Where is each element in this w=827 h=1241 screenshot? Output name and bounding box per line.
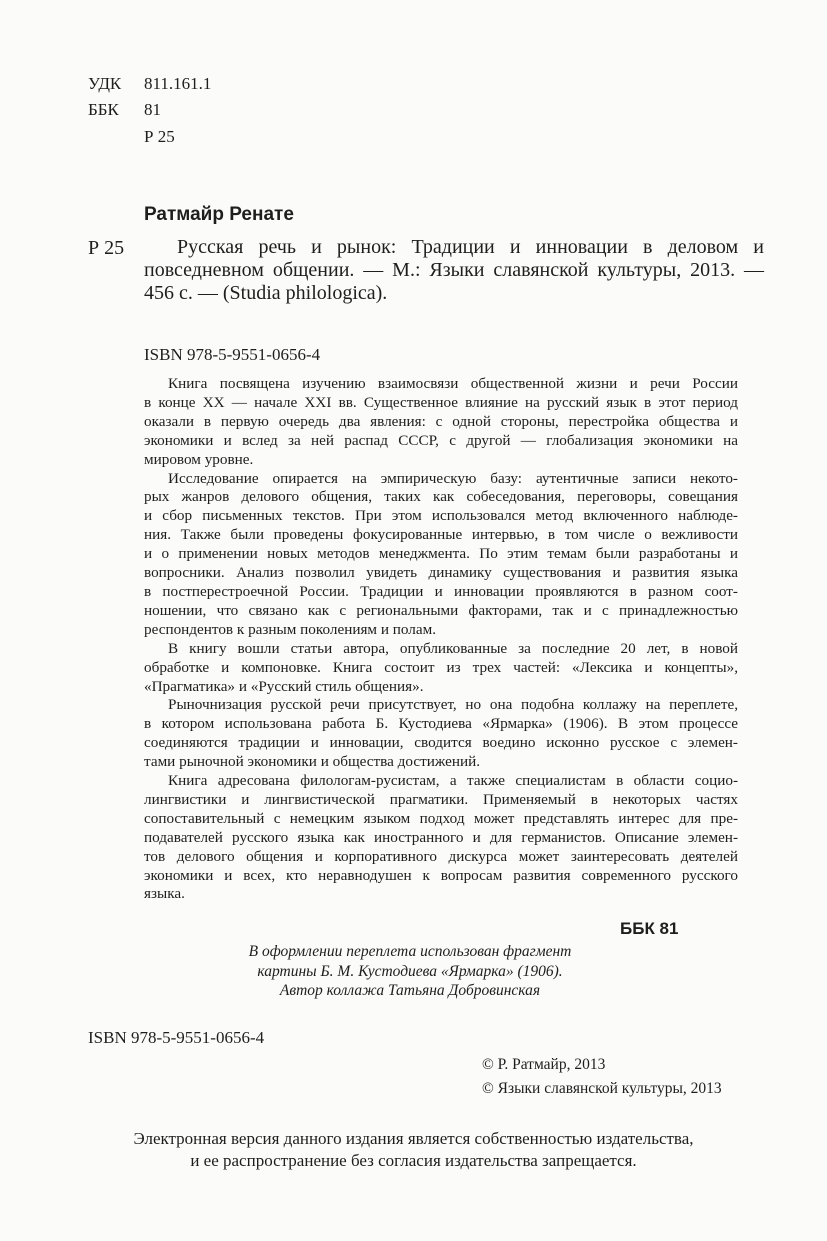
- cover-note-line: В оформлении переплета использован фрагмент: [248, 943, 572, 960]
- annotation-line: тов делового общения и корпоративного дискурса может заинтересовать деятелей: [144, 847, 738, 865]
- annotation-line: подавателей русского языка как иностранного и для германистов. Описание элемен-: [144, 828, 738, 846]
- annotation-line: ния. Также были проведены фокусированные интервью, в том числе о вежливости: [144, 526, 738, 544]
- notice-line: Электронная версия данного издания является собственностью издательства,: [133, 1129, 694, 1148]
- author-heading: Ратмайр Ренате: [144, 204, 294, 225]
- annotation-line: оказали в первую очередь два явления: с одной стороны, перестройка общества и: [144, 412, 738, 430]
- electronic-version-notice: [60, 1128, 767, 1172]
- annotation-line: Исследование опирается на эмпирическую базу: аутентичные записи некото-: [168, 469, 738, 487]
- annotation: [144, 375, 738, 904]
- annotation-line: экономики и всех, кто неравнодушен к вопросам развития современного русского: [144, 866, 738, 884]
- annotation-line: и сбор письменных текстов. При этом использовался метод включенного наблюде-: [144, 507, 738, 525]
- cover-note: [180, 942, 640, 1001]
- annotation-line: вопросники. Анализ позволил увидеть динамику существования и развития языка: [144, 564, 738, 582]
- annotation-line: в постперестроечной России. Традиции и инновации проявляются в разном соот-: [144, 582, 738, 600]
- annotation-line: экономики и вслед за ней распад СССР, с другой — глобализация экономики на: [144, 431, 738, 449]
- udk-value: 811.161.1: [144, 74, 212, 93]
- bbk-value: 81: [144, 100, 161, 119]
- isbn-bottom: ISBN 978-5-9551-0656-4: [88, 1028, 265, 1047]
- annotation-line: рых жанров делового общения, таких как собеседования, переговоры, совещания: [144, 488, 738, 506]
- bibliographic-description: [144, 236, 764, 305]
- annotation-line: тами рыночной экономики и общества достижений.: [144, 753, 481, 771]
- isbn-top: ISBN 978-5-9551-0656-4: [144, 345, 321, 364]
- biblio-line: Русская речь и рынок: Традиции и инновации в деловом и: [177, 236, 764, 258]
- biblio-line: повседневном общении. — М.: Языки славянской культуры, 2013. —: [144, 259, 764, 281]
- annotation-line: В книгу вошли статьи автора, опубликованные за последние 20 лет, в новой: [168, 639, 738, 657]
- annotation-line: сопоставительный с немецким языком подход может представлять интерес для пре-: [144, 809, 738, 827]
- annotation-line: в котором использована работа Б. Кустодиева «Ярмарка» (1906). В этом процессе: [144, 715, 738, 733]
- annotation-line: респондентов к разным поколениям и полам.: [144, 620, 437, 638]
- annotation-line: Книга посвящена изучению взаимосвязи общественной жизни и речи России: [168, 375, 738, 392]
- annotation-line: Книга адресована филологам-русистам, а также специалистам в области социо-: [168, 772, 738, 790]
- annotation-line: ношении, что связано как с региональными факторами, так и с принадлежностью: [144, 601, 738, 619]
- udk-label: УДК: [88, 74, 122, 93]
- annotation-line: Рыночнизация русской речи присутствует, но она подобна коллажу на переплете,: [168, 696, 738, 714]
- cover-note-line: Автор коллажа Татьяна Добровинская: [279, 982, 541, 999]
- annotation-line: и о применении новых методов менеджмента. По этим темам были разработаны и: [144, 545, 738, 563]
- annotation-line: в конце XX — начале XXI вв. Существенное влияние на русский язык в этот период: [144, 393, 738, 411]
- author-mark: Р 25: [144, 127, 175, 146]
- copyright-publisher: © Языки славянской культуры, 2013: [482, 1080, 722, 1097]
- biblio-line: 456 с. — (Studia philologica).: [144, 282, 388, 304]
- copyright-author: © Р. Ратмайр, 2013: [482, 1056, 606, 1073]
- bbk-bottom: ББК 81: [620, 919, 679, 938]
- annotation-line: соединяются традиции и инновации, сводится воедино исконно русское с элемен-: [144, 734, 738, 752]
- annotation-line: лингвистики и лингвистической прагматики. Применяемый в некоторых частях: [144, 790, 738, 808]
- annotation-line: мировом уровне.: [144, 450, 254, 468]
- annotation-line: обработке и компоновке. Книга состоит из трех частей: «Лексика и концепты»,: [144, 658, 738, 676]
- annotation-line: языка.: [144, 885, 185, 903]
- entry-code: Р 25: [88, 237, 125, 259]
- notice-line: и ее распространение без согласия издательства запрещается.: [190, 1151, 637, 1170]
- bbk-label: ББК: [88, 100, 119, 119]
- annotation-line: «Прагматика» и «Русский стиль общения».: [144, 677, 424, 695]
- cover-note-line: картины Б. М. Кустодиева «Ярмарка» (1906).: [257, 962, 563, 980]
